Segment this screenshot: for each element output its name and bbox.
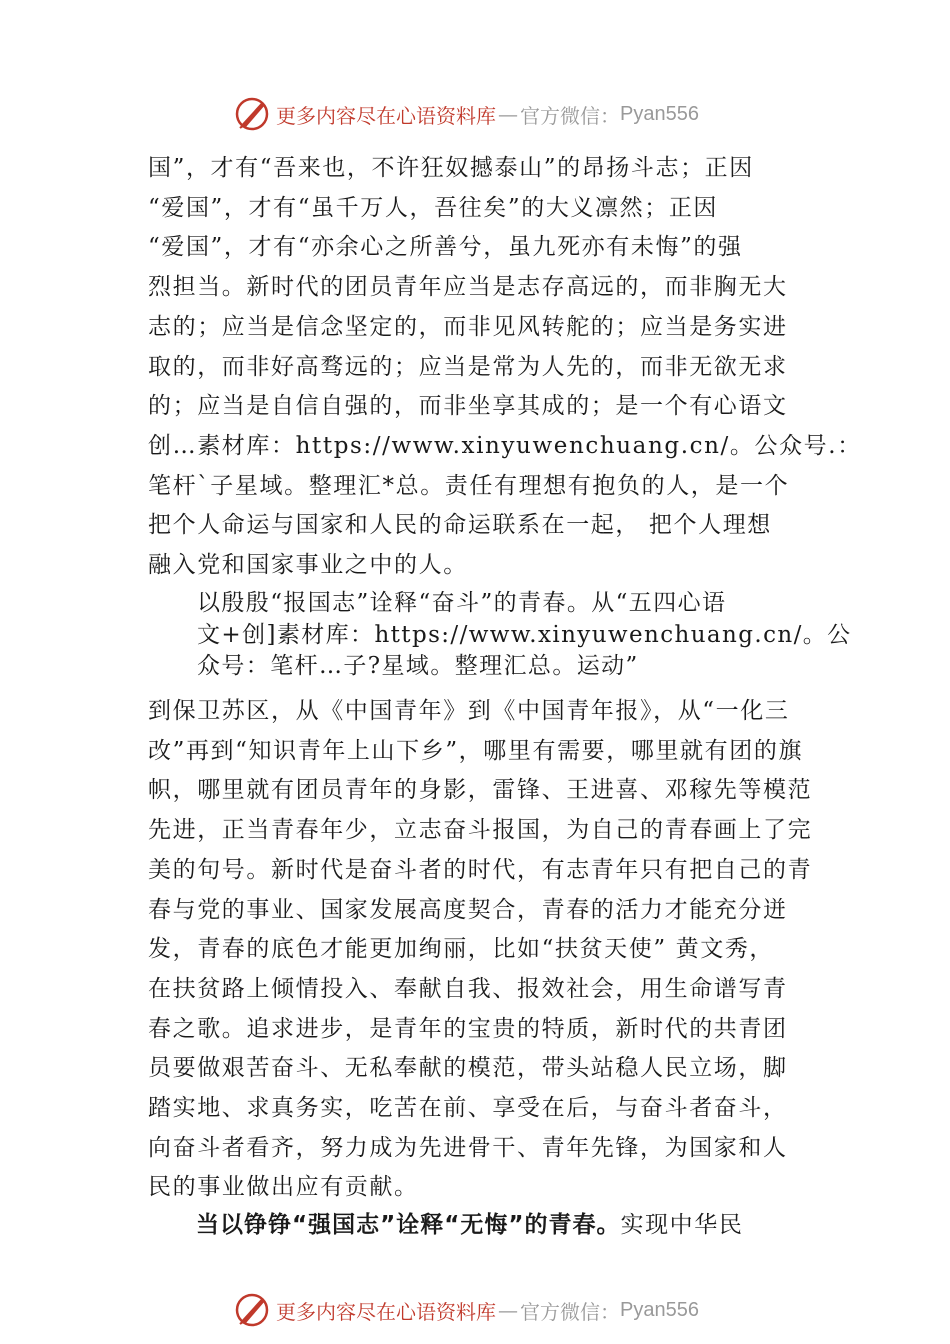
text-line: 民的事业做出应有贡献。	[148, 1174, 419, 1201]
text-line: 帜，哪里就有团员青年的身影，雷锋、王进喜、邓稼先等模范	[148, 777, 813, 804]
text-line: 创…素材库：https://www.xinyuwenchuang.cn/。公众号.：	[148, 432, 862, 459]
text-line: 烈担当。新时代的团员青年应当是志存高远的，而非胸无大	[148, 274, 788, 301]
paragraph-2	[197, 588, 877, 683]
paragraph-4	[196, 1206, 876, 1246]
footer-separator: —	[498, 1298, 518, 1322]
header-banner	[232, 94, 752, 134]
text-line: 以殷殷“报国志”诠释“奋斗”的青春。从“五四心语	[197, 590, 727, 616]
paragraph-3	[148, 692, 828, 1208]
footer-account-id: Pyan556	[620, 1298, 699, 1321]
text-line: 众号：笔杆…子?星域。整理汇总。运动”	[197, 653, 639, 679]
text-line: 取的，而非好高骛远的；应当是常为人先的，而非无欲无求	[148, 353, 788, 380]
text-line: 把个人命运与国家和人民的命运联系在一起， 把个人理想	[148, 512, 772, 539]
text-line: 在扶贫路上倾情投入、奉献自我、报效社会，用生命谱写青	[148, 975, 788, 1002]
text-line: 融入党和国家事业之中的人。	[148, 552, 468, 579]
text-line: 踏实地、求真务实，吃苦在前、享受在后，与奋斗者奋斗，	[148, 1095, 788, 1122]
text-line: 春与党的事业、国家发展高度契合，青春的活力才能充分迸	[148, 896, 788, 923]
paragraph-1	[148, 149, 862, 586]
footer-wechat-label: 官方微信：	[520, 1299, 620, 1324]
text-line: 向奋斗者看齐，努力成为先进骨干、青年先锋，为国家和人	[148, 1134, 788, 1161]
text-line: 先进，正当青春年少，立志奋斗报国，为自己的青春画上了完	[148, 817, 813, 844]
header-account-id: Pyan556	[620, 102, 699, 125]
brush-logo-icon	[232, 94, 272, 134]
text-line: 改”再到“知识青年上山下乡”，哪里有需要，哪里就有团的旗	[148, 737, 804, 764]
text-line: 的；应当是自信自强的，而非坐享其成的；是一个有心语文	[148, 393, 788, 420]
text-line: 发，青春的底色才能更加绚丽，比如“扶贫天使” 黄文秀，	[148, 936, 775, 963]
text-line: 笔杆`子星域。整理汇*总。责任有理想有抱负的人，是一个	[148, 472, 790, 499]
text-line: 美的句号。新时代是奋斗者的时代，有志青年只有把自己的青	[148, 856, 813, 883]
brush-logo-icon	[232, 1290, 272, 1330]
header-wechat-label: 官方微信：	[520, 103, 620, 128]
text-line: 员要做艰苦奋斗、无私奉献的模范，带头站稳人民立场，脚	[148, 1055, 788, 1082]
text-line: “爱国”，才有“虽千万人，吾往矣”的大义凛然；正因	[148, 194, 719, 221]
text-line: “爱国”，才有“亦余心之所善兮，虽九死亦有未悔”的强	[148, 234, 743, 261]
section-heading: 当以铮铮“强国志”诠释“无悔”的青春。	[196, 1212, 621, 1238]
header-site-text: 更多内容尽在心语资料库	[276, 103, 496, 128]
footer-site-text: 更多内容尽在心语资料库	[276, 1299, 496, 1324]
text-line: 志的；应当是信念坚定的，而非见风转舵的；应当是务实进	[148, 313, 788, 340]
footer-banner	[232, 1290, 752, 1330]
header-separator: —	[498, 102, 518, 126]
text-line: 国”，才有“吾来也，不许狂奴撼泰山”的昂扬斗志；正因	[148, 155, 754, 181]
text-line: 到保卫苏区，从《中国青年》到《中国青年报》，从“一化三	[148, 698, 790, 724]
text-line: 文+创]素材库：https://www.xinyuwenchuang.cn/。公	[197, 621, 852, 648]
heading-tail-text: 实现中华民	[620, 1212, 744, 1238]
text-line: 春之歌。追求进步，是青年的宝贵的特质，新时代的共青团	[148, 1015, 788, 1042]
